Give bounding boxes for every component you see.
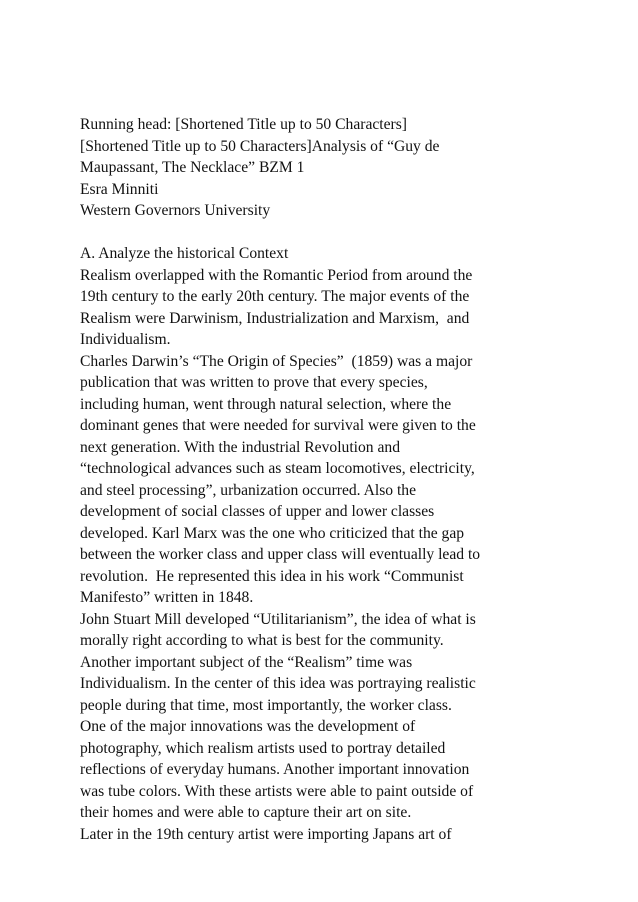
body-line: 19th century to the early 20th century. The major events of the	[80, 288, 470, 305]
body-line: reflections of everyday humans. Another important innovation	[80, 761, 470, 778]
body-line: their homes and were able to capture their art on site.	[80, 804, 412, 821]
body-line: Realism were Darwinism, Industrialization and Marxism, and	[80, 309, 470, 327]
body-line: including human, went through natural selection, where the	[80, 395, 452, 413]
title-line-2: Maupassant, The Necklace” BZM 1	[80, 159, 305, 176]
author-name: Esra Minniti	[80, 180, 159, 198]
section-heading: A. Analyze the historical Context	[80, 245, 289, 262]
body-line: Another important subject of the “Realism” time was	[80, 653, 413, 671]
body-line: Charles Darwin’s “The Origin of Species” (1859) was a major	[80, 352, 473, 370]
body-line: next generation. With the industrial Revolution and	[80, 438, 400, 456]
body-line: Realism overlapped with the Romantic Period from around the	[80, 266, 473, 284]
body-line: One of the major innovations was the development of	[80, 718, 416, 735]
body-line: Manifesto” written in 1848.	[80, 589, 254, 606]
blank-line	[80, 222, 580, 244]
body-line: dominant genes that were needed for survival were given to the	[80, 417, 476, 434]
body-line: developed. Karl Marx was the one who criticized that the gap	[80, 524, 465, 542]
body-line: Later in the 19th century artist were importing Japans art of	[80, 825, 452, 843]
title-line-1: [Shortened Title up to 50 Characters]Analysis of “Guy de	[80, 137, 440, 155]
body-line: was tube colors. With these artists were able to paint outside of	[80, 782, 474, 800]
body-line: John Stuart Mill developed “Utilitarianism”, the idea of what is	[80, 610, 476, 628]
body-line: Individualism.	[80, 331, 171, 348]
body-line: photography, which realism artists used to portray detailed	[80, 739, 446, 757]
institution: Western Governors University	[80, 202, 271, 219]
body-line: and steel processing”, urbanization occurred. Also the	[80, 481, 417, 499]
document-body	[80, 114, 580, 845]
body-line: publication that was written to prove that every species,	[80, 374, 428, 391]
body-line: Individualism. In the center of this idea was portraying realistic	[80, 675, 476, 692]
body-line: people during that time, most importantly, the worker class.	[80, 696, 452, 714]
body-line: “technological advances such as steam locomotives, electricity,	[80, 460, 475, 477]
body-line: revolution. He represented this idea in his work “Communist	[80, 567, 464, 585]
body-line: between the worker class and upper class will eventually lead to	[80, 546, 481, 563]
body-line: development of social classes of upper and lower classes	[80, 503, 435, 520]
body-line: morally right according to what is best for the community.	[80, 632, 444, 649]
running-head: Running head: [Shortened Title up to 50 Characters]	[80, 116, 407, 133]
